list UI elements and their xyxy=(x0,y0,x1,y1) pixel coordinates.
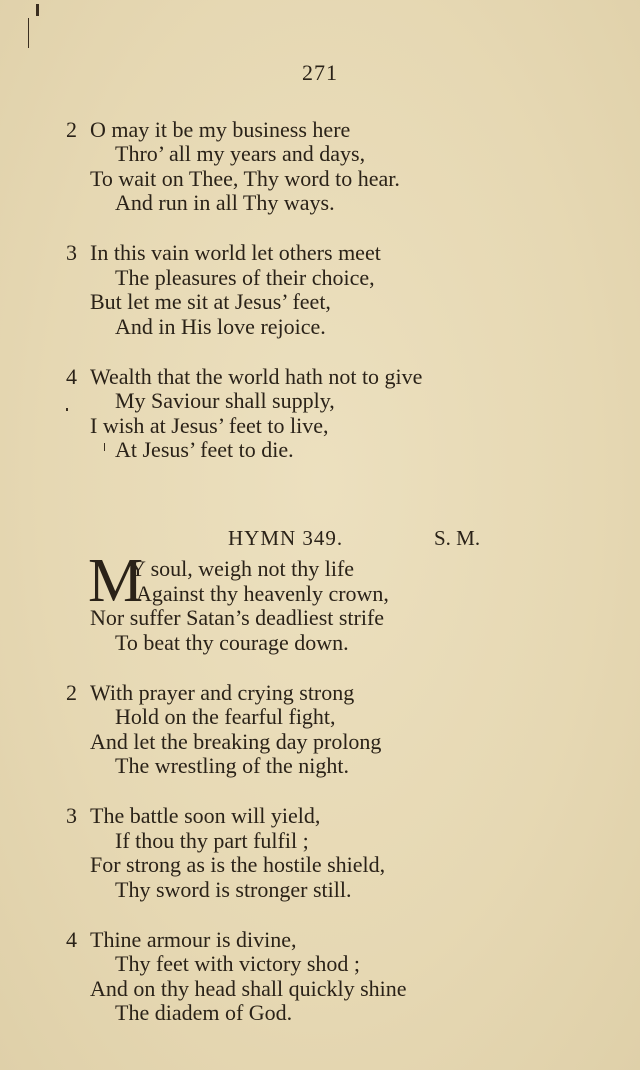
ink-smudge xyxy=(36,4,39,16)
verse-number: 3 xyxy=(66,240,77,265)
verse-line: The pleasures of their choice, xyxy=(115,265,375,290)
verse-line: But let me sit at Jesus’ feet, xyxy=(90,289,331,314)
verse-line: Thy sword is stronger still. xyxy=(115,877,352,902)
verse-line: Thro’ all my years and days, xyxy=(115,141,366,166)
verse-line: Wealth that the world hath not to give xyxy=(90,364,423,389)
ink-speck xyxy=(66,408,68,411)
hymn-title: HYMN 349. xyxy=(228,526,344,550)
verse-line: The diadem of God. xyxy=(115,1000,293,1025)
verse-number: 3 xyxy=(66,803,77,828)
verse-line: And in His love rejoice. xyxy=(115,314,326,339)
verse-line: To beat thy courage down. xyxy=(115,630,349,655)
verse-line: Thine armour is divine, xyxy=(90,927,297,952)
verse-line: The wrestling of the night. xyxy=(115,753,350,778)
verse-line: If thou thy part fulfil ; xyxy=(115,828,309,853)
page-number: 271 xyxy=(302,60,338,85)
verse-line: In this vain world let others meet xyxy=(90,240,381,265)
verse-line: Nor suffer Satan’s deadliest strife xyxy=(90,605,385,630)
verse-line: My Saviour shall supply, xyxy=(115,388,335,413)
verse-line: With prayer and crying strong xyxy=(90,680,355,705)
verse-line: Y soul, weigh not thy life xyxy=(130,556,355,581)
verse-number: 4 xyxy=(66,364,77,389)
verse-line: And on thy head shall quickly shine xyxy=(90,976,407,1001)
verse-line: The battle soon will yield, xyxy=(90,803,321,828)
verse-line: I wish at Jesus’ feet to live, xyxy=(90,413,329,438)
verse-line: At Jesus’ feet to die. xyxy=(115,437,294,462)
ink-mark xyxy=(28,18,29,48)
verse-line: And let the breaking day prolong xyxy=(90,729,382,754)
verse-line: For strong as is the hostile shield, xyxy=(90,852,386,877)
drop-cap: M xyxy=(88,547,144,615)
verse-line: Against thy heavenly crown, xyxy=(136,581,389,606)
hymn-meter: S. M. xyxy=(434,526,481,550)
verse-number: 2 xyxy=(66,117,77,142)
verse-line: Hold on the fearful fight, xyxy=(115,704,336,729)
ink-speck xyxy=(104,443,105,451)
verse-number: 2 xyxy=(66,680,77,705)
verse-line: Thy feet with victory shod ; xyxy=(115,951,361,976)
verse-line: To wait on Thee, Thy word to hear. xyxy=(90,166,400,191)
verse-line: And run in all Thy ways. xyxy=(115,190,335,215)
verse-line: O may it be my business here xyxy=(90,117,351,142)
verse-number: 4 xyxy=(66,927,77,952)
